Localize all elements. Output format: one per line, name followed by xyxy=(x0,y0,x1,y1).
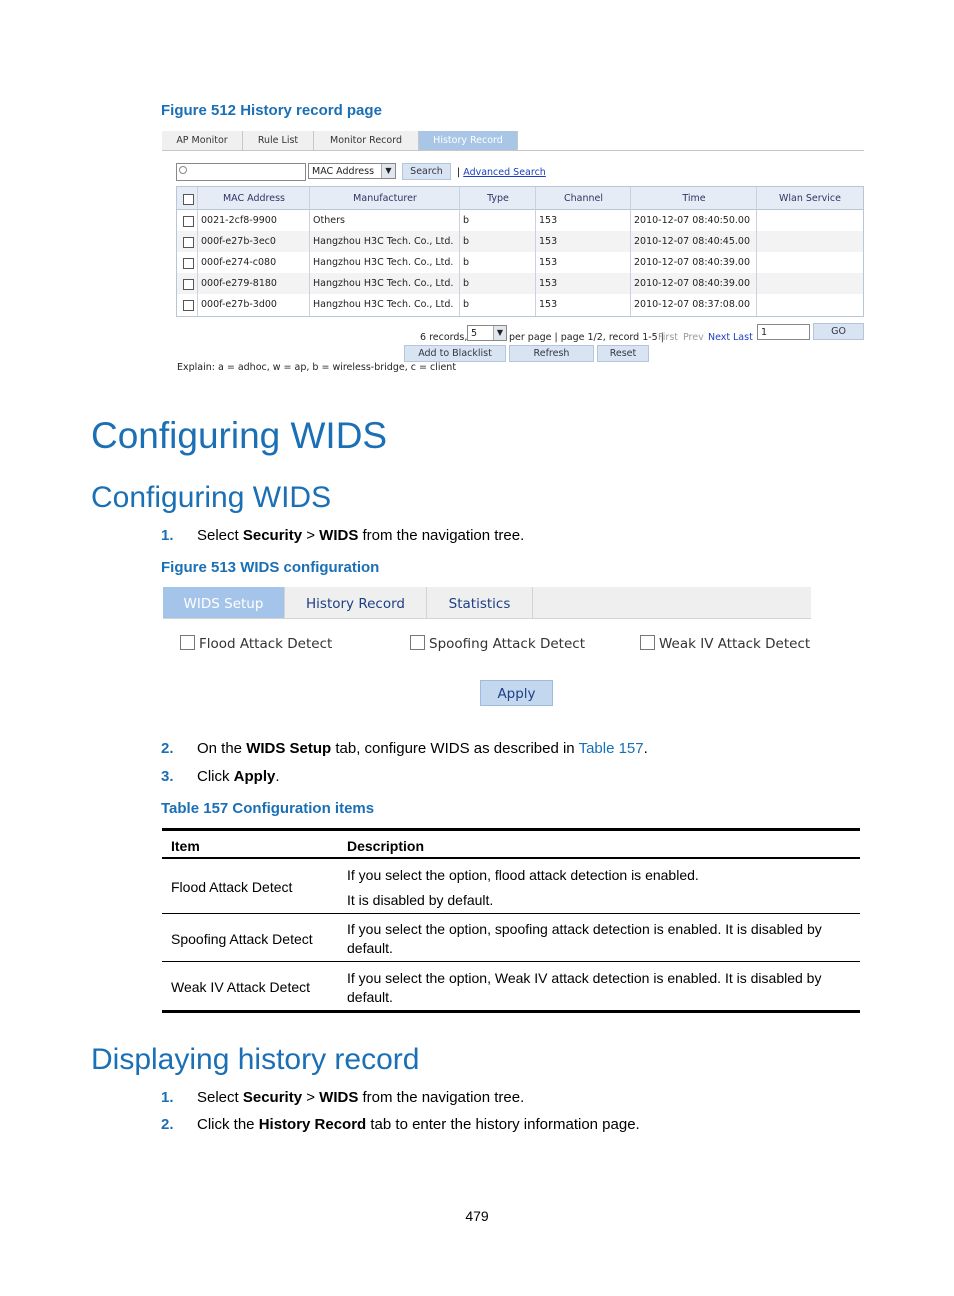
tab-history-record[interactable]: History Record xyxy=(419,131,518,150)
cell-wlan xyxy=(757,231,863,252)
step-text xyxy=(197,768,280,785)
page-info: per page | page 1/2, record 1-5 | xyxy=(509,332,664,343)
advanced-search-link[interactable] xyxy=(457,167,546,178)
column-wlan-service[interactable]: Wlan Service xyxy=(778,193,841,204)
advanced-search-label: Advanced Search xyxy=(463,167,546,178)
apply-button[interactable]: Apply xyxy=(480,680,553,706)
table-bottom-rule xyxy=(162,1010,860,1013)
cell-wlan xyxy=(757,294,863,315)
tab-wids-setup[interactable]: WIDS Setup xyxy=(163,587,285,618)
table-row xyxy=(177,210,863,231)
menu-security: Security xyxy=(242,527,303,544)
last-page-link[interactable]: Last xyxy=(733,332,753,343)
refresh-button[interactable]: Refresh xyxy=(509,345,594,362)
row-rule xyxy=(162,961,860,962)
history-record-page-screenshot xyxy=(162,130,864,378)
cell-type: b xyxy=(463,236,470,247)
go-button[interactable]: GO xyxy=(813,323,864,340)
checkbox[interactable] xyxy=(180,635,195,650)
tab-ap-monitor[interactable]: AP Monitor xyxy=(162,131,243,150)
chevron-down-icon: ▼ xyxy=(381,164,395,178)
text: . xyxy=(643,740,648,757)
header-item: Item xyxy=(171,838,200,854)
tab-statistics[interactable]: Statistics xyxy=(427,587,533,618)
column-divider xyxy=(309,187,310,316)
chevron-down-icon: ▼ xyxy=(493,326,506,340)
row-description: It is disabled by default. xyxy=(347,892,494,908)
wids-tab-bar xyxy=(163,587,811,619)
option-label: Weak IV Attack Detect xyxy=(659,636,811,652)
step-text xyxy=(197,740,648,757)
next-page-link[interactable]: Next xyxy=(708,332,731,343)
table-top-rule xyxy=(162,828,860,831)
column-mac-address[interactable]: MAC Address xyxy=(222,193,285,204)
spoofing-attack-detect-option[interactable] xyxy=(410,635,585,653)
cell-mac: 000f-e27b-3d00 xyxy=(201,299,277,310)
section-title-displaying-history-record: Displaying history record xyxy=(91,1043,420,1076)
option-label: Spoofing Attack Detect xyxy=(429,636,585,652)
cell-manufacturer: Others xyxy=(313,215,345,226)
step-text xyxy=(197,1089,524,1106)
record-count: 6 records, xyxy=(420,332,468,343)
row-description: If you select the option, Weak IV attack detection is enabled. It is disabled by xyxy=(347,970,822,986)
menu-wids: WIDS xyxy=(319,1089,359,1106)
text: tab to enter the history information page. xyxy=(366,1116,640,1133)
search-input[interactable] xyxy=(176,163,306,181)
cell-time: 2010-12-07 08:37:08.00 xyxy=(634,299,751,310)
row-description: If you select the option, flood attack detection is enabled. xyxy=(347,867,699,883)
cell-mac: 000f-e274-c080 xyxy=(201,257,277,268)
cell-channel: 153 xyxy=(539,257,558,268)
tab-history-record[interactable]: History Record xyxy=(285,587,427,618)
menu-wids: WIDS xyxy=(319,527,359,544)
first-page-link[interactable]: First xyxy=(658,332,678,343)
search-field-value: MAC Address xyxy=(312,166,375,177)
figure-513-caption: Figure 513 WIDS configuration xyxy=(161,559,380,576)
row-description: default. xyxy=(347,989,393,1005)
text: Select xyxy=(197,1089,243,1106)
cell-channel: 153 xyxy=(539,278,558,289)
column-divider xyxy=(535,187,536,316)
step-number: 2. xyxy=(161,1116,174,1133)
step-text xyxy=(197,527,524,544)
tab-rule-list[interactable]: Rule List xyxy=(243,131,314,150)
column-manufacturer[interactable]: Manufacturer xyxy=(353,193,417,204)
step-number: 2. xyxy=(161,740,174,757)
cell-channel: 153 xyxy=(539,215,558,226)
column-time[interactable]: Time xyxy=(682,193,706,204)
tab-reference: WIDS Setup xyxy=(246,740,332,757)
table-row xyxy=(177,231,863,252)
prev-page-link[interactable]: Prev xyxy=(683,332,704,343)
header-description: Description xyxy=(347,838,425,854)
cell-manufacturer: Hangzhou H3C Tech. Co., Ltd. xyxy=(313,278,454,289)
search-field-select[interactable] xyxy=(308,163,396,179)
text: tab, configure WIDS as described in xyxy=(331,740,579,757)
page-number: 479 xyxy=(465,1208,489,1224)
chapter-title: Configuring WIDS xyxy=(91,415,388,456)
row-description: default. xyxy=(347,940,393,956)
cell-time: 2010-12-07 08:40:39.00 xyxy=(634,278,751,289)
step-number: 1. xyxy=(161,527,174,544)
column-divider xyxy=(630,187,631,316)
cell-mac: 0021-2cf8-9900 xyxy=(201,215,277,226)
cell-time: 2010-12-07 08:40:45.00 xyxy=(634,236,751,247)
per-page-select[interactable] xyxy=(467,325,507,341)
column-divider xyxy=(459,187,460,316)
cell-manufacturer: Hangzhou H3C Tech. Co., Ltd. xyxy=(313,257,454,268)
button-reference: Apply xyxy=(233,768,276,785)
column-divider xyxy=(197,187,198,316)
text: > xyxy=(302,527,320,544)
cell-channel: 153 xyxy=(539,236,558,247)
text: Select xyxy=(197,527,243,544)
header-rule xyxy=(162,857,860,859)
row-checkbox[interactable] xyxy=(183,216,194,227)
row-item: Flood Attack Detect xyxy=(171,879,293,895)
row-rule xyxy=(162,913,860,914)
wids-configuration-screenshot xyxy=(163,587,811,707)
checkbox[interactable] xyxy=(640,635,655,650)
text: from the navigation tree. xyxy=(358,527,525,544)
row-checkbox[interactable] xyxy=(183,279,194,290)
cell-wlan xyxy=(757,273,863,294)
column-channel[interactable]: Channel xyxy=(563,193,603,204)
reset-button[interactable]: Reset xyxy=(597,345,649,362)
cell-time: 2010-12-07 08:40:50.00 xyxy=(634,215,751,226)
cell-manufacturer: Hangzhou H3C Tech. Co., Ltd. xyxy=(313,236,454,247)
configuration-items-table xyxy=(162,828,860,1014)
table-157-caption: Table 157 Configuration items xyxy=(161,800,375,817)
step-number: 3. xyxy=(161,768,174,785)
cell-time: 2010-12-07 08:40:39.00 xyxy=(634,257,751,268)
cell-channel: 153 xyxy=(539,299,558,310)
table-row xyxy=(177,294,863,315)
text: from the navigation tree. xyxy=(358,1089,525,1106)
row-checkbox[interactable] xyxy=(183,258,194,269)
cell-wlan xyxy=(757,210,863,231)
figure-512-caption: Figure 512 History record page xyxy=(161,102,382,119)
flood-attack-detect-option[interactable] xyxy=(180,635,332,653)
cell-wlan xyxy=(757,252,863,273)
section-title-configuring-wids: Configuring WIDS xyxy=(91,481,332,514)
separator: | xyxy=(457,167,461,178)
page-number-input[interactable]: 1 xyxy=(757,324,810,340)
row-description: If you select the option, spoofing attack detection is enabled. It is disabled by xyxy=(347,921,822,937)
text: On the xyxy=(197,740,247,757)
history-record-table xyxy=(176,186,864,317)
cell-mac: 000f-e279-8180 xyxy=(201,278,277,289)
table-row xyxy=(177,252,863,273)
table-157-link[interactable]: Table 157 xyxy=(578,740,644,757)
cell-manufacturer: Hangzhou H3C Tech. Co., Ltd. xyxy=(313,299,454,310)
checkbox[interactable] xyxy=(410,635,425,650)
weak-iv-attack-detect-option[interactable] xyxy=(640,635,810,653)
row-checkbox[interactable] xyxy=(183,300,194,311)
step-number: 1. xyxy=(161,1089,174,1106)
explain-legend: Explain: a = adhoc, w = ap, b = wireless-bridge, c = client xyxy=(177,362,457,373)
select-all-checkbox[interactable] xyxy=(183,194,194,205)
monitor-tab-bar xyxy=(162,130,864,151)
search-button[interactable]: Search xyxy=(402,163,451,180)
cell-type: b xyxy=(463,299,470,310)
menu-security: Security xyxy=(242,1089,303,1106)
cell-type: b xyxy=(463,278,470,289)
text: . xyxy=(275,768,280,785)
tab-monitor-record[interactable]: Monitor Record xyxy=(314,131,419,150)
search-icon xyxy=(179,166,187,174)
table-header xyxy=(177,187,863,210)
row-checkbox[interactable] xyxy=(183,237,194,248)
add-to-blacklist-button[interactable]: Add to Blacklist xyxy=(404,345,506,362)
column-divider xyxy=(756,187,757,316)
step-text xyxy=(197,1116,640,1133)
column-type[interactable]: Type xyxy=(487,193,509,204)
cell-type: b xyxy=(463,215,470,226)
text: Click the xyxy=(197,1116,259,1133)
text: Click xyxy=(197,768,234,785)
table-row xyxy=(177,273,863,294)
cell-mac: 000f-e27b-3ec0 xyxy=(201,236,276,247)
tab-reference: History Record xyxy=(258,1116,367,1133)
row-item: Weak IV Attack Detect xyxy=(171,979,311,995)
row-item: Spoofing Attack Detect xyxy=(171,931,313,947)
per-page-value: 5 xyxy=(471,328,478,339)
cell-type: b xyxy=(463,257,470,268)
option-label: Flood Attack Detect xyxy=(199,636,333,652)
text: > xyxy=(302,1089,320,1106)
